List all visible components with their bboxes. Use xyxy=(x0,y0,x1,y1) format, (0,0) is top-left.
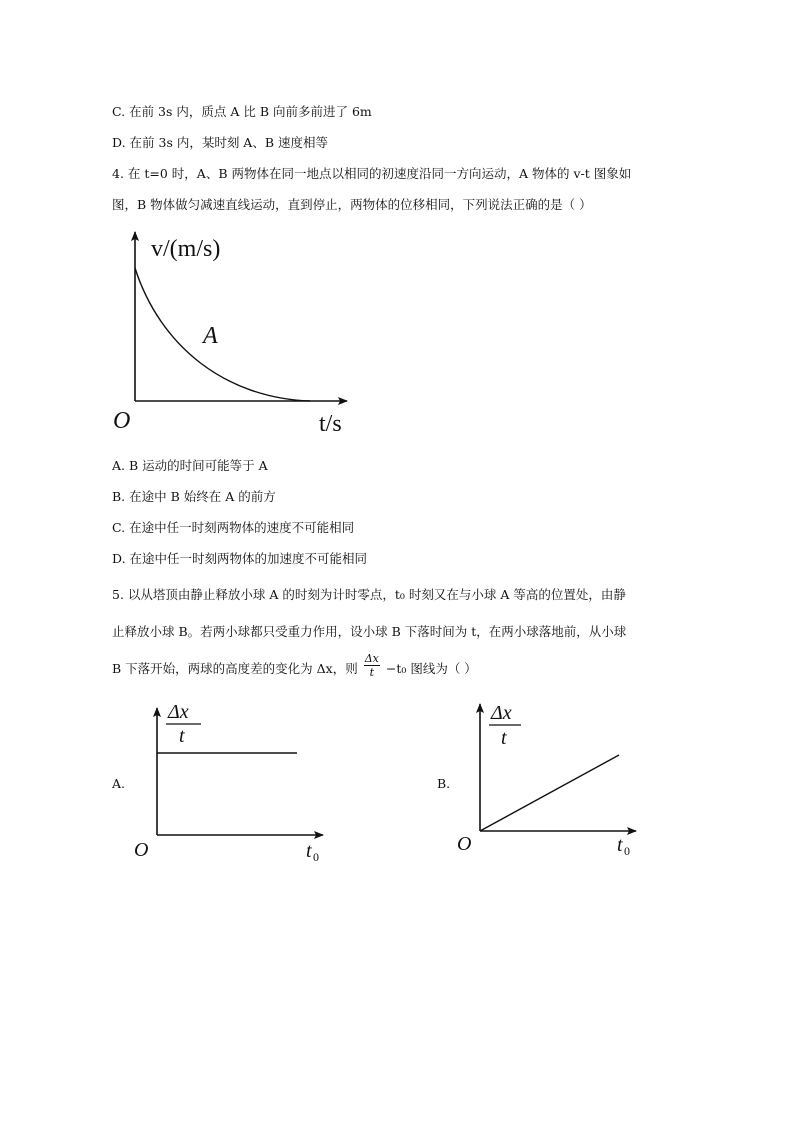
q5-fraction xyxy=(364,652,380,679)
q5b-y-num: Δx xyxy=(491,702,512,724)
q4-option-a: A. B 运动的时间可能等于 A xyxy=(112,458,268,473)
q5a-y-num: Δx xyxy=(168,701,189,723)
q5-graph-b xyxy=(455,692,665,867)
q5-stem-line3-part1: B 下落开始，两球的高度差的变化为 Δx，则 xyxy=(112,661,358,676)
q5b-x-label: t xyxy=(617,834,623,856)
q5a-origin-label: O xyxy=(134,839,149,861)
q5-stem-line3 xyxy=(112,652,477,684)
q4-vt-graph xyxy=(105,226,365,441)
q4-curve-label: A xyxy=(203,323,218,349)
q5-fraction-den: t xyxy=(369,666,374,679)
q5-option-a-label: A. xyxy=(112,776,126,791)
q5-option-b-label: B. xyxy=(437,776,451,791)
q5-stem-line2: 止释放小球 B。若两小球都只受重力作用，设小球 B 下落时间为 t，在两小球落地前，从小球 xyxy=(112,624,627,639)
q5b-x-sub: 0 xyxy=(624,844,630,858)
q5-graph-a xyxy=(130,694,340,869)
q4-stem-line1: 4. 在 t=0 时，A、B 两物体在同一地点以相同的初速度沿同一方向运动，A 物体的 v-t 图象如 xyxy=(112,166,632,181)
q5a-x-label: t xyxy=(306,840,312,862)
q5-stem-line3-part2: −t₀ 图线为（ ） xyxy=(385,661,477,676)
q5-stem-line1: 5. 以从塔顶由静止释放小球 A 的时刻为计时零点，t₀ 时刻又在与小球 A 等高的位置处，由静 xyxy=(112,587,626,602)
q4-stem-line2: 图，B 物体做匀减速直线运动，直到停止，两物体的位移相同，下列说法正确的是（ ） xyxy=(112,197,592,212)
q4-curve-a xyxy=(135,268,310,401)
q5-fraction-num: Δx xyxy=(364,652,379,665)
q4-option-d: D. 在途中任一时刻两物体的加速度不可能相同 xyxy=(112,551,368,566)
q5b-origin-label: O xyxy=(457,833,472,855)
q3-option-d: D. 在前 3s 内，某时刻 A、B 速度相等 xyxy=(112,135,328,150)
q4-origin-label: O xyxy=(113,408,131,434)
q5a-x-sub: 0 xyxy=(313,850,319,864)
q5b-y-den: t xyxy=(501,727,507,749)
q3-option-c: C. 在前 3s 内，质点 A 比 B 向前多前进了 6m xyxy=(112,104,372,119)
q5b-proportional-line xyxy=(480,755,619,831)
q4-x-label: t/s xyxy=(319,411,342,437)
q4-option-b: B. 在途中 B 始终在 A 的前方 xyxy=(112,489,276,504)
q4-option-c: C. 在途中任一时刻两物体的速度不可能相同 xyxy=(112,520,355,535)
q5a-y-den: t xyxy=(179,725,185,747)
q4-y-label: v/(m/s) xyxy=(151,236,221,262)
